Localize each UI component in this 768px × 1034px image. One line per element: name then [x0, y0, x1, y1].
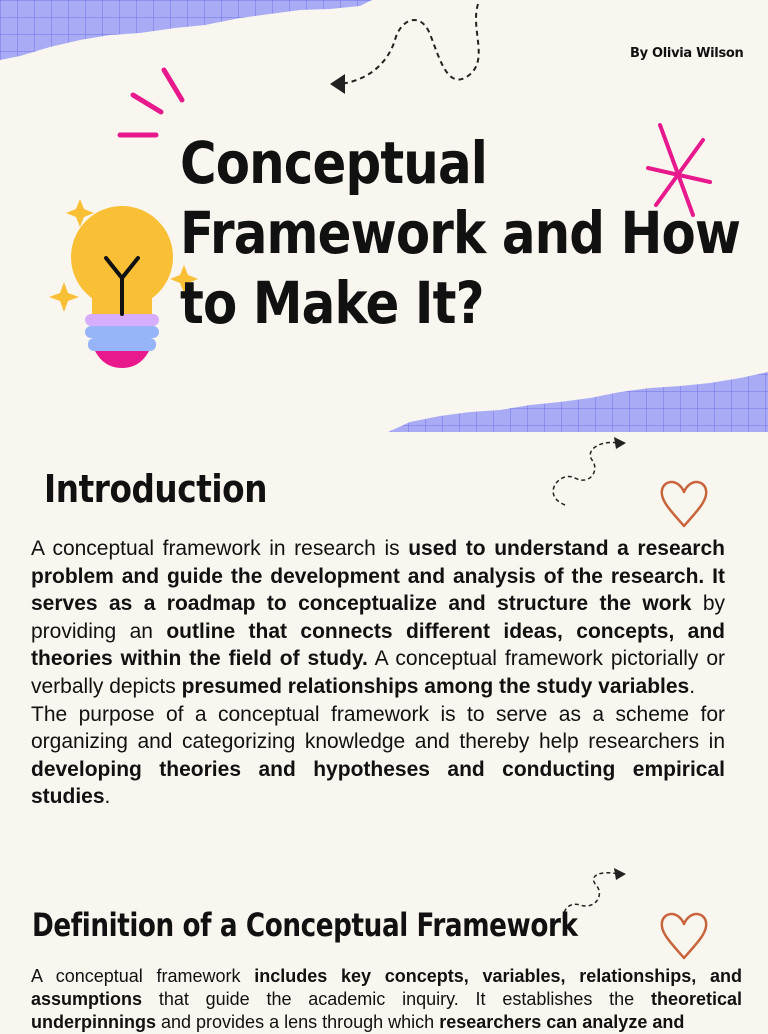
- intro-paragraph-2: [31, 701, 725, 811]
- page-title: [180, 128, 741, 338]
- text-run: A conceptual framework in research is: [31, 537, 409, 560]
- text-run: .: [104, 785, 111, 809]
- heart-icon: [662, 482, 707, 526]
- title-line-2: Framework and How: [180, 199, 741, 267]
- dashed-arrow-icon: [330, 4, 479, 94]
- text-run: and provides a lens through which: [156, 1012, 440, 1032]
- text-run: that guide the academic inquiry. It establishes the: [142, 989, 651, 1009]
- text-run: A conceptual framework: [31, 966, 255, 986]
- bold-run: researchers can analyze and: [439, 1012, 685, 1032]
- text-run: .: [689, 674, 696, 698]
- heart-icon-2: [662, 914, 707, 958]
- bold-run: theoretical underpinnings: [31, 989, 742, 1032]
- author-byline: By Olivia Wilson: [630, 46, 744, 61]
- definition-heading: Definition of a Conceptual Framework: [32, 906, 578, 944]
- introduction-heading: Introduction: [44, 467, 268, 511]
- introduction-body: [31, 535, 725, 811]
- dashed-arrow-icon-2: [553, 437, 626, 505]
- text-run: by providing an: [31, 592, 725, 643]
- bold-run: presumed relationships among the study variables: [181, 674, 690, 698]
- title-line-1: Conceptual: [180, 129, 488, 197]
- bold-run: developing theories and hypotheses and conducting empirical studies: [31, 757, 725, 809]
- pink-burst-icon: [120, 70, 182, 135]
- grid-paper-top: [0, 0, 372, 60]
- title-line-3: to Make It?: [180, 269, 484, 337]
- bold-run: used to understand a research problem and guide the development and analysis of the research. It serves as a roadmap to conceptualize and structure the work: [31, 537, 725, 616]
- lightbulb-icon: [49, 199, 198, 368]
- text-run: The purpose of a conceptual framework is to serve as a scheme for organizing and categorizing knowledge and thereby help researchers in: [31, 702, 725, 754]
- intro-paragraph-1: [31, 535, 725, 701]
- bold-run: outline that connects different ideas, concepts, and theories within the field of study.: [31, 619, 726, 671]
- text-run: A conceptual framework pictorially or verbally depicts: [31, 647, 726, 698]
- bold-run: includes key concepts, variables, relationships, and assumptions: [31, 966, 742, 1009]
- grid-paper-right: [388, 372, 768, 432]
